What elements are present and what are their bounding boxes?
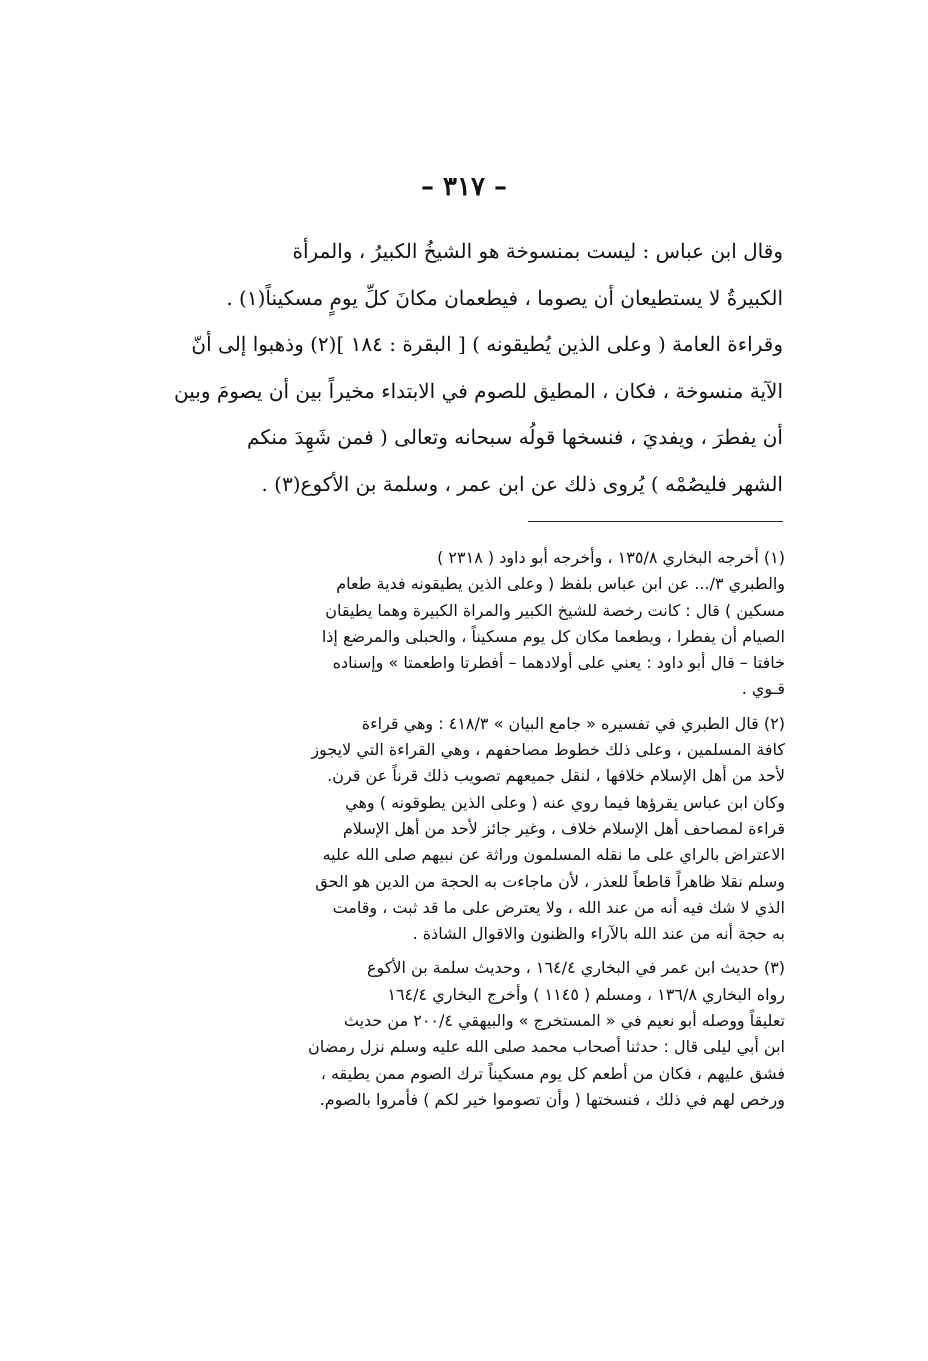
footnote-line: كافة المسلمين ، وعلى ذلك خطوط مصاحفهم ، وهي القراءة التي لايجوز [311,740,785,760]
footnote-line: الذي لا شك فيه أنه من عند الله ، ولا يعترض على ما قد ثبت ، وقامت [332,897,785,917]
footnote-line: خافتا – قال أبو داود : يعني على أولادهما – أفطرتا واطعمتا » وإسناده [332,653,785,673]
footnote-line: ابن أبي ليلى قال : حدثنا أصحاب محمد صلى الله عليه وسلم نزل رمضان [307,1037,785,1057]
main-text-line: وقال ابن عباس : ليست بمنسوخة هو الشيخُ الكبيرُ ، والمرأة [292,239,783,263]
footnotes-block [135,545,785,1121]
footnote-line: وسلم نقلا ظاهراً قاطعاً للعذر ، لأن ماجاءت به الحجة من الدين هو الحق [315,871,785,891]
footnote-line: به حجة أنه من عند الله بالآراء والظنون والاقوال الشاذة . [412,924,785,944]
footnote-line: تعليقاً ووصله أبو نعيم في « المستخرج » والبيهقي ٢٠٠/٤ من حديث [343,1011,785,1031]
footnote-line: ورخص لهم في ذلك ، فنسختها ( وأن تصوموا خير لكم ) فأمروا بالصوم. [319,1089,785,1109]
main-text-line: وقراءة العامة ( وعلى الذين يُطيقونه ) [ البقرة : ١٨٤ ](٢) وذهبوا إلى أنّ [191,332,783,356]
footnote-1 [135,545,785,703]
footnote-divider [528,521,783,522]
footnote-line: وكان ابن عباس يقرؤها فيما روي عنه ( وعلى الذين يطوقونه ) وهي [345,792,785,812]
footnote-line: فشق عليهم ، فكان من أطعم كل يوم مسكيناً ترك الصوم ممن يطيقه ، [320,1063,785,1083]
main-text-line: الآية منسوخة ، فكان ، المطيق للصوم في الابتداء مخيراً بين أن يصومَ وبين [174,378,783,403]
footnote-line: رواه البخاري ١٣٦/٨ ، ومسلم ( ١١٤٥ ) وأخرج البخاري ١٦٤/٤ [387,984,785,1004]
footnote-line: والطبري ٣/... عن ابن عباس بلفظ ( وعلى الذين يطيقونه فدية طعام [336,574,785,594]
footnote-line: قـوي . [741,679,785,699]
footnote-line: الصيام أن يفطرا ، ويطعما مكان كل يوم مسكيناً ، والحبلى والمرضع إذا [321,626,785,646]
main-text-line: أن يفطرَ ، ويفديَ ، فنسخها قولُه سبحانه وتعالى ( فمن شَهِدَ منكم [247,425,783,449]
main-text-line: الشهر فليصُمْه ) يُروى ذلك عن ابن عمر ، وسلمة بن الأكوع(٣) . [261,471,783,496]
footnote-line: (١) أخرجه البخاري ١٣٥/٨ ، وأخرجه أبو داود ( ٢٣١٨ ) [437,548,785,567]
footnote-line: (٢) قال الطبري في تفسيره « جامع البيان » ٤١٨/٣ : وهي قراءة [361,713,785,733]
footnote-line: الاعتراض بالراي على ما نقله المسلمون وراثة عن نبيهم صلى الله عليه [322,845,785,865]
page-number: – ٣١٧ – [420,172,508,202]
main-text-line: الكبيرةُ لا يستطيعان أن يصوما ، فيطعمان مكانَ كلِّ يومٍ مسكيناً(١) . [226,285,783,310]
footnote-line: قراءة لمصاحف أهل الإسلام خلاف ، وغير جائز لأحد من أهل الإسلام [342,818,785,838]
footnote-line: (٣) حديث ابن عمر في البخاري ١٦٤/٤ ، وحديث سلمة بن الأكوع [366,958,785,978]
footnote-3 [135,955,785,1113]
footnote-line: مسكين ) قال : كانت رخصة للشيخ الكبير والمراة الكبيرة وهما يطيقان [325,600,785,620]
footnote-2 [135,711,785,948]
footnote-line: لأحد من أهل الإسلام خلافها ، لنقل جميعهم تصويب ذلك قرناً عن قرن. [327,766,785,786]
main-text-block [135,228,783,507]
